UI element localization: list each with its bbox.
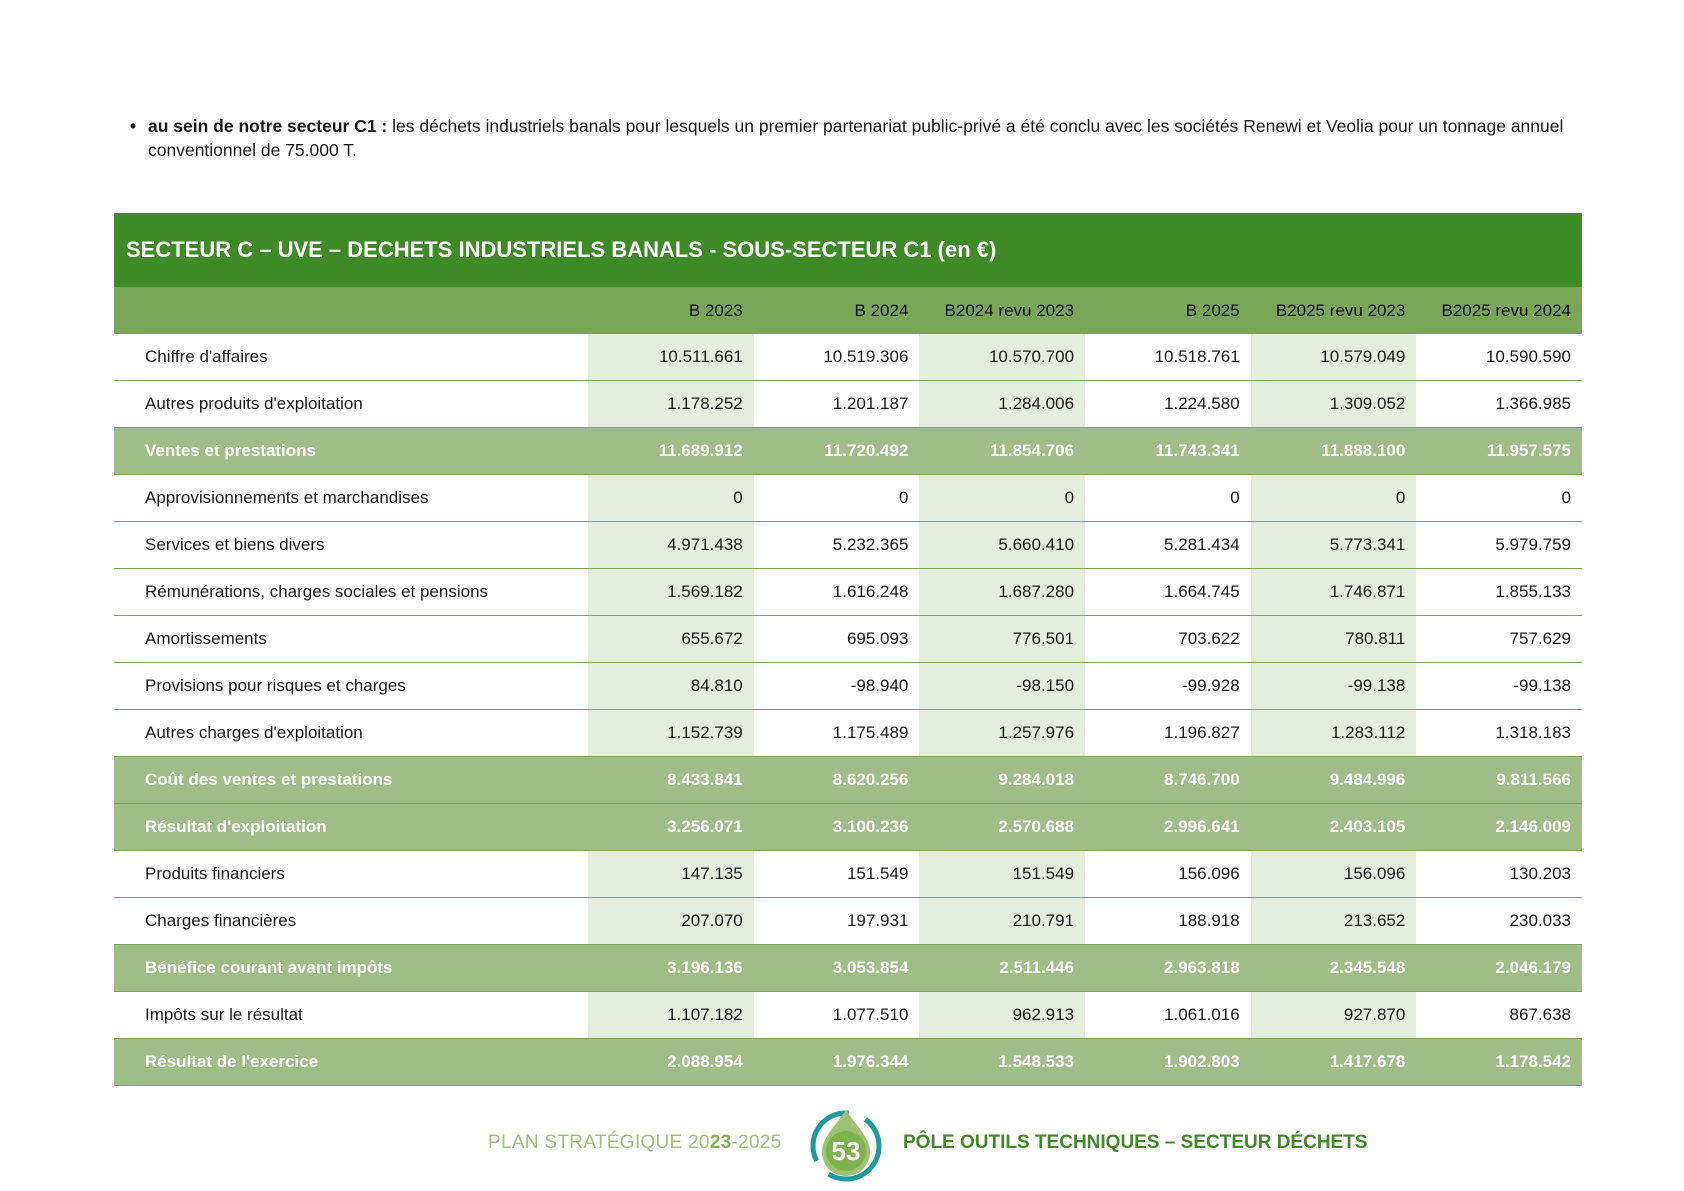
row-value: 8.433.841 [588,757,754,804]
row-value: 3.053.854 [754,945,920,992]
row-value: 655.672 [588,616,754,663]
row-value: 10.511.661 [588,334,754,381]
row-value: 11.720.492 [754,428,920,475]
row-value: 2.403.105 [1251,804,1417,851]
row-value: 151.549 [754,851,920,898]
row-value: 1.616.248 [754,569,920,616]
row-value: 10.590.590 [1416,334,1582,381]
row-value: 0 [1416,475,1582,522]
row-value: 1.548.533 [919,1039,1085,1086]
row-value: 1.417.678 [1251,1039,1417,1086]
row-value: 5.979.759 [1416,522,1582,569]
row-value: -98.940 [754,663,920,710]
row-value: 188.918 [1085,898,1251,945]
row-value: 3.256.071 [588,804,754,851]
row-value: 1.178.252 [588,381,754,428]
row-value: 2.088.954 [588,1039,754,1086]
row-value: 147.135 [588,851,754,898]
table-row [114,898,1582,945]
table-row [114,334,1582,381]
row-value: 207.070 [588,898,754,945]
row-value: 210.791 [919,898,1085,945]
row-value: 1.569.182 [588,569,754,616]
row-value: 9.811.566 [1416,757,1582,804]
row-value: 8.746.700 [1085,757,1251,804]
row-value: 2.511.446 [919,945,1085,992]
page-number-badge [808,1104,884,1184]
row-value: 3.100.236 [754,804,920,851]
row-value: 2.570.688 [919,804,1085,851]
column-header-empty [114,287,588,334]
page-footer [0,1104,1684,1184]
row-value: 0 [1251,475,1417,522]
row-label: Chiffre d'affaires [114,334,588,381]
row-label: Rémunérations, charges sociales et pensions [114,569,588,616]
row-value: 2.146.009 [1416,804,1582,851]
row-label: Produits financiers [114,851,588,898]
row-value: 2.963.818 [1085,945,1251,992]
row-value: 9.284.018 [919,757,1085,804]
row-label: Services et biens divers [114,522,588,569]
row-value: 0 [588,475,754,522]
row-value: 1.664.745 [1085,569,1251,616]
row-value: 757.629 [1416,616,1582,663]
row-value: 703.622 [1085,616,1251,663]
row-value: 2.046.179 [1416,945,1582,992]
footer-plan-suffix: -2025 [731,1132,782,1153]
intro-bold: au sein de notre secteur C1 : [148,116,388,136]
row-value: 1.855.133 [1416,569,1582,616]
row-value: 867.638 [1416,992,1582,1039]
row-value: 4.971.438 [588,522,754,569]
row-value: 2.996.641 [1085,804,1251,851]
column-header: B 2024 [754,287,920,334]
row-value: 1.178.542 [1416,1039,1582,1086]
row-value: 1.061.016 [1085,992,1251,1039]
row-value: 197.931 [754,898,920,945]
table-total-row [114,804,1582,851]
row-value: 1.283.112 [1251,710,1417,757]
table-row [114,663,1582,710]
row-label: Résultat de l'exercice [114,1039,588,1086]
row-value: 1.196.827 [1085,710,1251,757]
row-value: 230.033 [1416,898,1582,945]
table-row [114,616,1582,663]
row-label: Amortissements [114,616,588,663]
row-value: 5.232.365 [754,522,920,569]
table-row [114,710,1582,757]
footer-plan-label [488,1132,782,1154]
row-value: 11.888.100 [1251,428,1417,475]
row-value: 8.620.256 [754,757,920,804]
row-value: 151.549 [919,851,1085,898]
table-total-row [114,1039,1582,1086]
row-value: 1.902.803 [1085,1039,1251,1086]
row-value: 1.746.871 [1251,569,1417,616]
intro-body: les déchets industriels banals pour lesquels un premier partenariat public-privé a été conclu avec les sociétés Renewi et Veolia pour un tonnage annuel conventionnel de 75.000 T. [148,116,1564,160]
row-value: 695.093 [754,616,920,663]
column-header: B2024 revu 2023 [919,287,1085,334]
row-label: Impôts sur le résultat [114,992,588,1039]
row-value: 11.854.706 [919,428,1085,475]
row-value: 1.366.985 [1416,381,1582,428]
row-value: 156.096 [1251,851,1417,898]
table-row [114,992,1582,1039]
row-value: 0 [919,475,1085,522]
row-value: 9.484.996 [1251,757,1417,804]
table-total-row [114,945,1582,992]
row-label: Bénéfice courant avant impôts [114,945,588,992]
row-value: 10.579.049 [1251,334,1417,381]
table-row [114,381,1582,428]
row-value: 130.203 [1416,851,1582,898]
row-value: 1.257.976 [919,710,1085,757]
row-value: 11.743.341 [1085,428,1251,475]
row-value: 10.570.700 [919,334,1085,381]
row-value: 776.501 [919,616,1085,663]
column-header-row [114,287,1582,334]
row-value: 5.281.434 [1085,522,1251,569]
row-label: Coût des ventes et prestations [114,757,588,804]
row-label: Charges financières [114,898,588,945]
row-value: 1.318.183 [1416,710,1582,757]
row-value: 1.201.187 [754,381,920,428]
row-value: 10.518.761 [1085,334,1251,381]
row-value: -99.928 [1085,663,1251,710]
row-label: Ventes et prestations [114,428,588,475]
row-label: Autres charges d'exploitation [114,710,588,757]
row-value: 11.957.575 [1416,428,1582,475]
row-value: 10.519.306 [754,334,920,381]
page-number: 53 [831,1136,861,1166]
intro-paragraph [130,114,1582,162]
row-value: 1.224.580 [1085,381,1251,428]
table-title: SECTEUR C – UVE – DECHETS INDUSTRIELS BANALS - SOUS-SECTEUR C1 (en €) [114,213,1582,287]
table-total-row [114,757,1582,804]
row-value: 962.913 [919,992,1085,1039]
table-row [114,851,1582,898]
row-value: 0 [754,475,920,522]
row-value: 1.687.280 [919,569,1085,616]
table-total-row [114,428,1582,475]
footer-plan-bold: 23 [709,1132,732,1153]
row-value: 1.152.739 [588,710,754,757]
row-value: 5.773.341 [1251,522,1417,569]
row-value: 5.660.410 [919,522,1085,569]
column-header: B 2025 [1085,287,1251,334]
row-label: Autres produits d'exploitation [114,381,588,428]
row-label: Résultat d'exploitation [114,804,588,851]
row-value: 156.096 [1085,851,1251,898]
column-header: B 2023 [588,287,754,334]
footer-section-label: PÔLE OUTILS TECHNIQUES – SECTEUR DÉCHETS [903,1132,1368,1153]
row-value: -99.138 [1251,663,1417,710]
row-value: 3.196.136 [588,945,754,992]
row-value: 0 [1085,475,1251,522]
row-value: 1.077.510 [754,992,920,1039]
column-header: B2025 revu 2023 [1251,287,1417,334]
row-value: 1.107.182 [588,992,754,1039]
row-value: 780.811 [1251,616,1417,663]
row-value: 84.810 [588,663,754,710]
row-value: 927.870 [1251,992,1417,1039]
row-label: Approvisionnements et marchandises [114,475,588,522]
row-value: 1.284.006 [919,381,1085,428]
intro-text [148,114,1582,162]
row-value: 1.309.052 [1251,381,1417,428]
table-row [114,522,1582,569]
table-row [114,475,1582,522]
financial-table [114,213,1582,1086]
row-value: 213.652 [1251,898,1417,945]
footer-plan-prefix: PLAN STRATÉGIQUE 20 [488,1132,710,1153]
row-value: -99.138 [1416,663,1582,710]
bullet: • [130,116,137,136]
column-header: B2025 revu 2024 [1416,287,1582,334]
row-value: 11.689.912 [588,428,754,475]
row-value: -98.150 [919,663,1085,710]
row-value: 1.976.344 [754,1039,920,1086]
row-label: Provisions pour risques et charges [114,663,588,710]
table-row [114,569,1582,616]
row-value: 1.175.489 [754,710,920,757]
row-value: 2.345.548 [1251,945,1417,992]
